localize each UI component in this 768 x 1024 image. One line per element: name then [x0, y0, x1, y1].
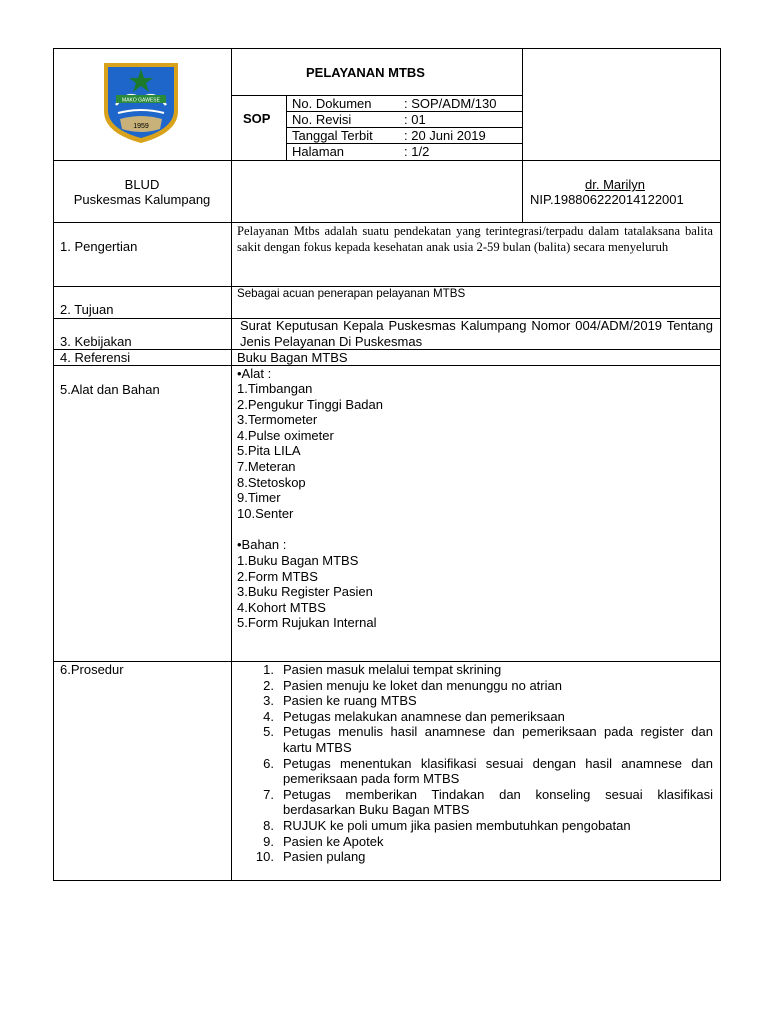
procedure-step [252, 787, 713, 818]
step-text: Pasien ke Apotek [283, 833, 384, 849]
alat-list [237, 381, 383, 521]
list-item: 1.Buku Bagan MTBS [237, 553, 359, 568]
coat-of-arms-icon [102, 61, 180, 145]
step-number: 5. [263, 724, 274, 740]
institution-type: BLUD [124, 177, 160, 192]
doc-number-value: : SOP/ADM/130 [404, 96, 497, 111]
section-kebijakan-label: 3. Kebijakan [60, 334, 132, 349]
revision-value: : 01 [404, 112, 426, 127]
step-text: Petugas memberikan Tindakan dan konseling sesuai klasifikasi berdasarkan Buku Bagan MTBS [283, 786, 713, 818]
step-text: Pasien masuk melalui tempat skrining [283, 662, 502, 677]
procedure-step [252, 662, 713, 678]
list-item: 3.Buku Register Pasien [237, 584, 373, 600]
issue-date-label: Tanggal Terbit [292, 128, 373, 143]
doc-number-label: No. Dokumen [292, 96, 372, 111]
revision-label: No. Revisi [292, 112, 352, 127]
section-referensi-label: 4. Referensi [60, 350, 131, 365]
page-label: Halaman [292, 144, 345, 159]
step-text: RUJUK ke poli umum jika pasien membutuhkan pengobatan [283, 817, 631, 833]
section-kebijakan-text: Surat Keputusan Kepala Puskesmas Kalumpang Nomor 004/ADM/2019 Tentang Jenis Pelayanan Di Puskesmas [240, 318, 713, 349]
sop-label: SOP [243, 111, 271, 126]
section-pengertian-text: Pelayanan Mtbs adalah suatu pendekatan yang terintegrasi/terpadu dalam tatalaksana balita sakit dengan fokus kepada kesehatan anak usia 2-59 bulan (balita) secara menyeluruh [237, 224, 713, 254]
procedure-step [252, 834, 713, 850]
section-tujuan-label: 2. Tujuan [60, 302, 114, 317]
step-number: 1. [263, 662, 274, 677]
issue-date-value: : 20 Juni 2019 [404, 128, 486, 143]
procedure-step [252, 756, 713, 787]
step-text: Petugas melakukan anamnese dan pemeriksaan [283, 708, 565, 724]
procedure-step [252, 709, 713, 725]
section-prosedur-label: 6.Prosedur [60, 662, 124, 677]
list-item: 5.Pita LILA [237, 443, 301, 459]
step-number: 7. [263, 786, 274, 802]
step-number: 4. [263, 708, 274, 724]
list-item: 2.Pengukur Tinggi Badan [237, 396, 383, 412]
list-item: 4.Pulse oximeter [237, 427, 334, 443]
step-number: 10. [255, 849, 274, 865]
step-number: 6. [263, 755, 274, 771]
signatory-nip: NIP.198806222014122001 [530, 192, 684, 207]
procedure-step [252, 849, 713, 865]
list-item: 4.Kohort MTBS [237, 599, 326, 615]
list-item: 7.Meteran [237, 458, 296, 474]
section-referensi-text: Buku Bagan MTBS [237, 350, 348, 365]
procedure-step [252, 693, 713, 709]
regency-logo [102, 61, 180, 145]
list-item: 2.Form MTBS [237, 568, 318, 584]
step-text: Pasien pulang [283, 849, 366, 865]
list-item: 3.Termometer [237, 412, 318, 428]
bahan-list [237, 553, 376, 631]
procedure-step [252, 724, 713, 755]
list-item: 1.Timbangan [237, 381, 313, 396]
section-tujuan-text: Sebagai acuan penerapan pelayanan MTBS [237, 287, 466, 300]
section-alat-bahan-label: 5.Alat dan Bahan [60, 382, 160, 397]
section-pengertian-label: 1. Pengertian [60, 239, 138, 254]
bahan-heading: •Bahan : [237, 537, 287, 552]
list-item: 5.Form Rujukan Internal [237, 615, 377, 631]
list-item: 8.Stetoskop [237, 474, 306, 490]
step-text: Petugas menulis hasil anamnese dan pemeriksaan pada register dan kartu MTBS [283, 724, 713, 755]
signatory-name: dr. Marilyn [585, 177, 645, 192]
document-title: PELAYANAN MTBS [306, 65, 425, 80]
step-number: 9. [263, 833, 274, 849]
prosedur-list [252, 662, 713, 865]
page-value: : 1/2 [404, 144, 430, 159]
alat-heading: •Alat : [237, 366, 272, 381]
step-text: Pasien menuju ke loket dan menunggu no atrian [283, 677, 562, 693]
procedure-step [252, 678, 713, 694]
procedure-step [252, 818, 713, 834]
logo-banner-text: MAKO GAWESE [122, 97, 160, 104]
step-text: Pasien ke ruang MTBS [283, 693, 417, 709]
list-item: 10.Senter [237, 505, 294, 521]
step-text: Petugas menentukan klasifikasi sesuai dengan hasil anamnese dan pemeriksaan pada form MTBS [283, 755, 713, 787]
step-number: 2. [263, 677, 274, 693]
list-item: 9.Timer [237, 490, 281, 506]
logo-year: 1959 [133, 123, 149, 130]
institution-name: Puskesmas Kalumpang [73, 192, 211, 207]
step-number: 8. [263, 817, 274, 833]
step-number: 3. [263, 693, 274, 709]
